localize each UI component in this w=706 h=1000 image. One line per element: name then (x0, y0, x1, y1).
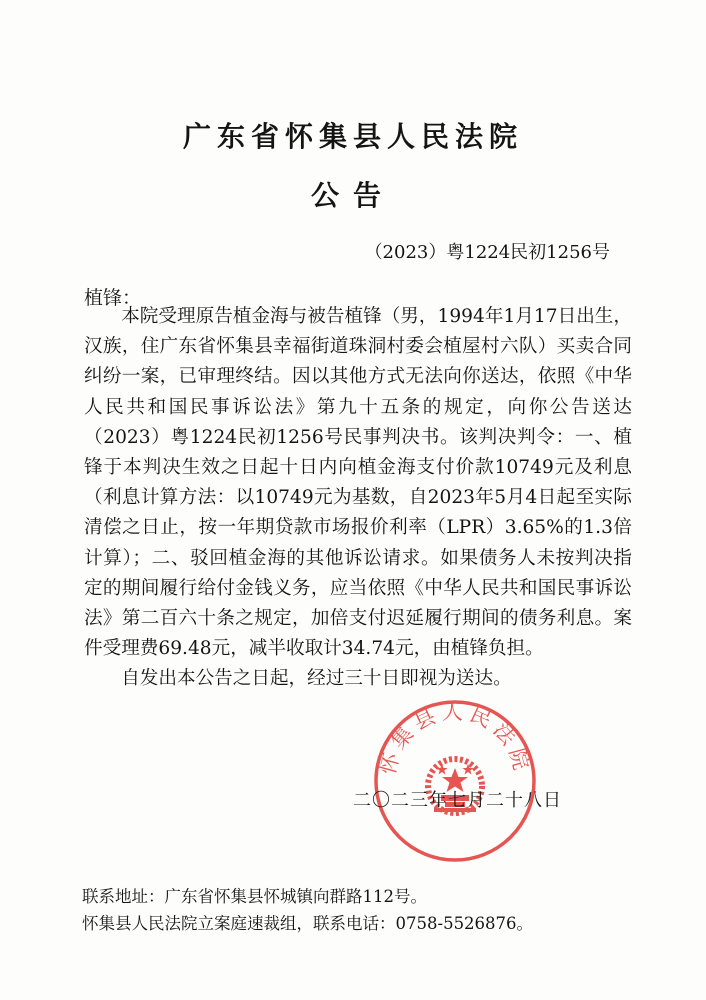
notice-body (84, 302, 632, 695)
signature-date: 二〇二三年七月二十八日 (353, 790, 562, 811)
court-seal-stamp (372, 698, 538, 864)
case-number: （2023）粤1224民初1256号 (364, 242, 610, 263)
service-paragraph: 自发出本公告之日起，经过三十日即视为送达。 (121, 668, 512, 690)
notice-title: 公告 (310, 179, 395, 212)
contact-phone: 怀集县人民法院立案庭速裁组，联系电话：0758-5526876。 (82, 914, 534, 933)
addressee: 植锋： (84, 287, 142, 309)
svg-text:怀集县人民法院 (375, 700, 534, 777)
contact-footer (82, 883, 533, 937)
seal-text: 怀集县人民法院 (375, 700, 535, 778)
judgment-paragraph: 本院受理原告植金海与被告植锋（男，1994年1月17日出生，汉族，住广东省怀集县幸福街道珠洞村委会植屋村六队）买卖合同纠纷一案，已审理终结。因以其他方式无法向你送达，依照《中华人民共和国民事诉讼法》第九十五条的规定，向你公告送达（2023）粤1224民初1256号民事判决书。该判决判令：一、植锋于本判决生效之日起十日内向植金海支付价款10749元及利息（利息计算方法：以10749元为基数，自2023年5月4日起至实际清偿之日止，按一年期贷款市场报价利率（LPR）3.65%的1.3倍计算）；二、驳回植金海的其他诉讼请求。如果债务人未按判决指定的期间履行给付金钱义务，应当依照《中华人民共和国民事诉讼法》第二百六十条之规定，加倍支付迟延履行期间的债务利息。案件受理费69.48元，减半收取计34.74元，由植锋负担。 (84, 306, 632, 660)
court-name-heading: 广东省怀集县人民法院 (182, 120, 523, 153)
contact-address: 联系地址：广东省怀集县怀城镇向群路112号。 (82, 887, 427, 906)
